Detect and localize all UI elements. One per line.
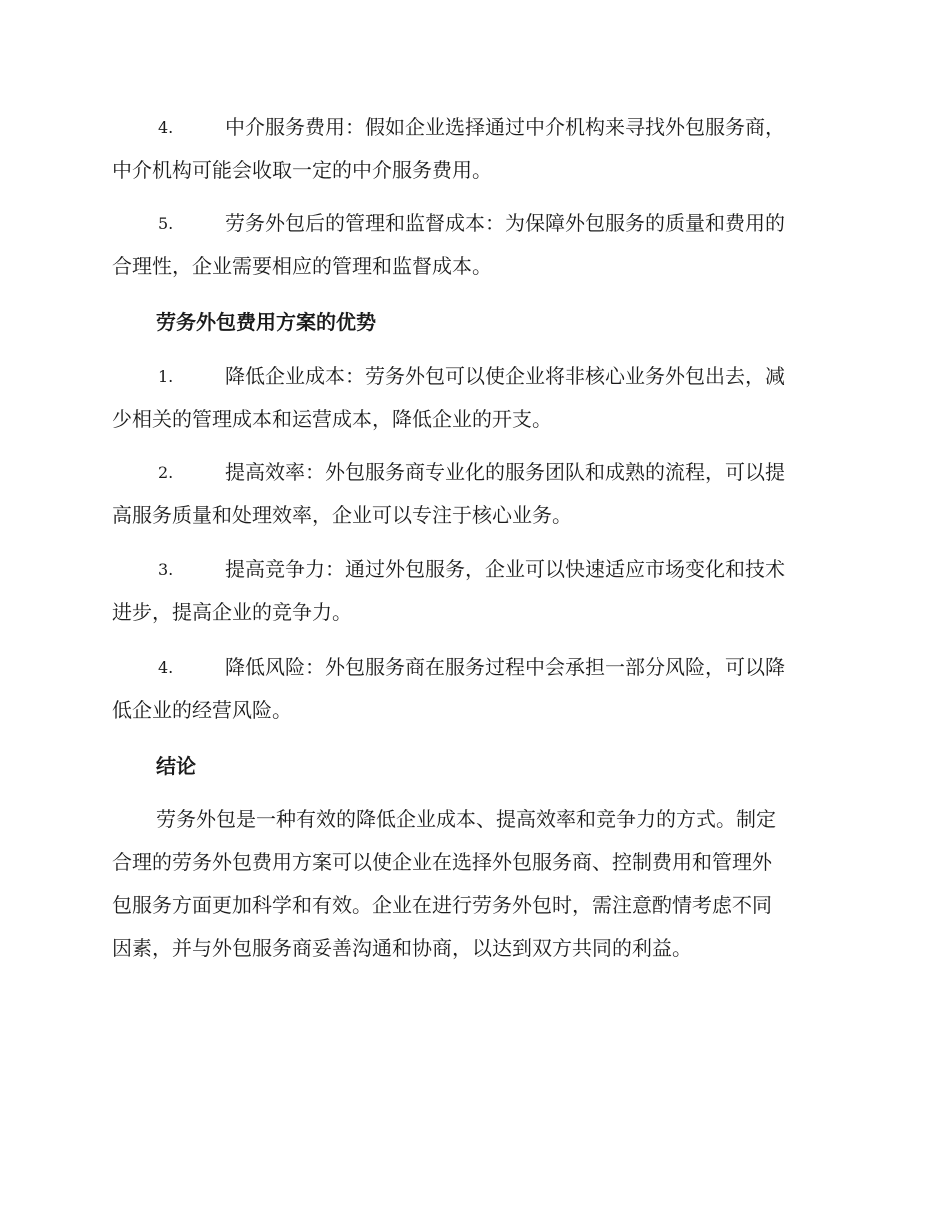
list-item-number: 3.: [158, 560, 174, 579]
list-item: [112, 646, 834, 732]
list-item-text-line2: 进步，提高企业的竞争力。: [112, 600, 352, 624]
list-item-text-line1: 提高效率：外包服务商专业化的服务团队和成熟的流程，可以提: [225, 460, 785, 484]
list-item-number: 4.: [158, 118, 174, 137]
list-item-text-line1: 降低风险：外包服务商在服务过程中会承担一部分风险，可以降: [225, 655, 785, 679]
list-item-text-line2: 中介机构可能会收取一定的中介服务费用。: [112, 158, 492, 182]
list-item-number: 2.: [158, 463, 174, 482]
paragraph-line: 因素，并与外包服务商妥善沟通和协商，以达到双方共同的利益。: [112, 936, 692, 960]
paragraph-line: 合理的劳务外包费用方案可以使企业在选择外包服务商、控制费用和管理外: [112, 850, 772, 874]
list-item-text-line2: 合理性，企业需要相应的管理和监督成本。: [112, 254, 492, 278]
list-item-text-line1: 劳务外包后的管理和监督成本：为保障外包服务的质量和费用的: [225, 211, 785, 235]
list-item: [112, 202, 834, 288]
list-item-text-line1: 中介服务费用：假如企业选择通过中介机构来寻找外包服务商，: [225, 115, 785, 139]
paragraph-line: 劳务外包是一种有效的降低企业成本、提高效率和竞争力的方式。制定: [156, 807, 776, 831]
list-item-text-line1: 提高竞争力：通过外包服务，企业可以快速适应市场变化和技术: [225, 557, 785, 581]
list-item: [112, 451, 834, 537]
list-item: [112, 548, 834, 634]
list-item-text-line1: 降低企业成本：劳务外包可以使企业将非核心业务外包出去，减: [225, 364, 785, 388]
list-item-text-line2: 高服务质量和处理效率，企业可以专注于核心业务。: [112, 503, 572, 527]
list-item: [112, 106, 834, 192]
list-item-text-line2: 低企业的经营风险。: [112, 698, 292, 722]
section-heading-advantages: 劳务外包费用方案的优势: [156, 310, 376, 334]
list-item-text-line2: 少相关的管理成本和运营成本，降低企业的开支。: [112, 407, 552, 431]
list-item-number: 1.: [158, 367, 174, 386]
list-item-number: 5.: [158, 214, 174, 233]
conclusion-paragraph: [112, 798, 834, 970]
list-item-number: 4.: [158, 658, 174, 677]
list-item: [112, 355, 834, 441]
paragraph-line: 包服务方面更加科学和有效。企业在进行劳务外包时，需注意酌情考虑不同: [112, 893, 772, 917]
section-heading-conclusion: 结论: [156, 754, 196, 778]
